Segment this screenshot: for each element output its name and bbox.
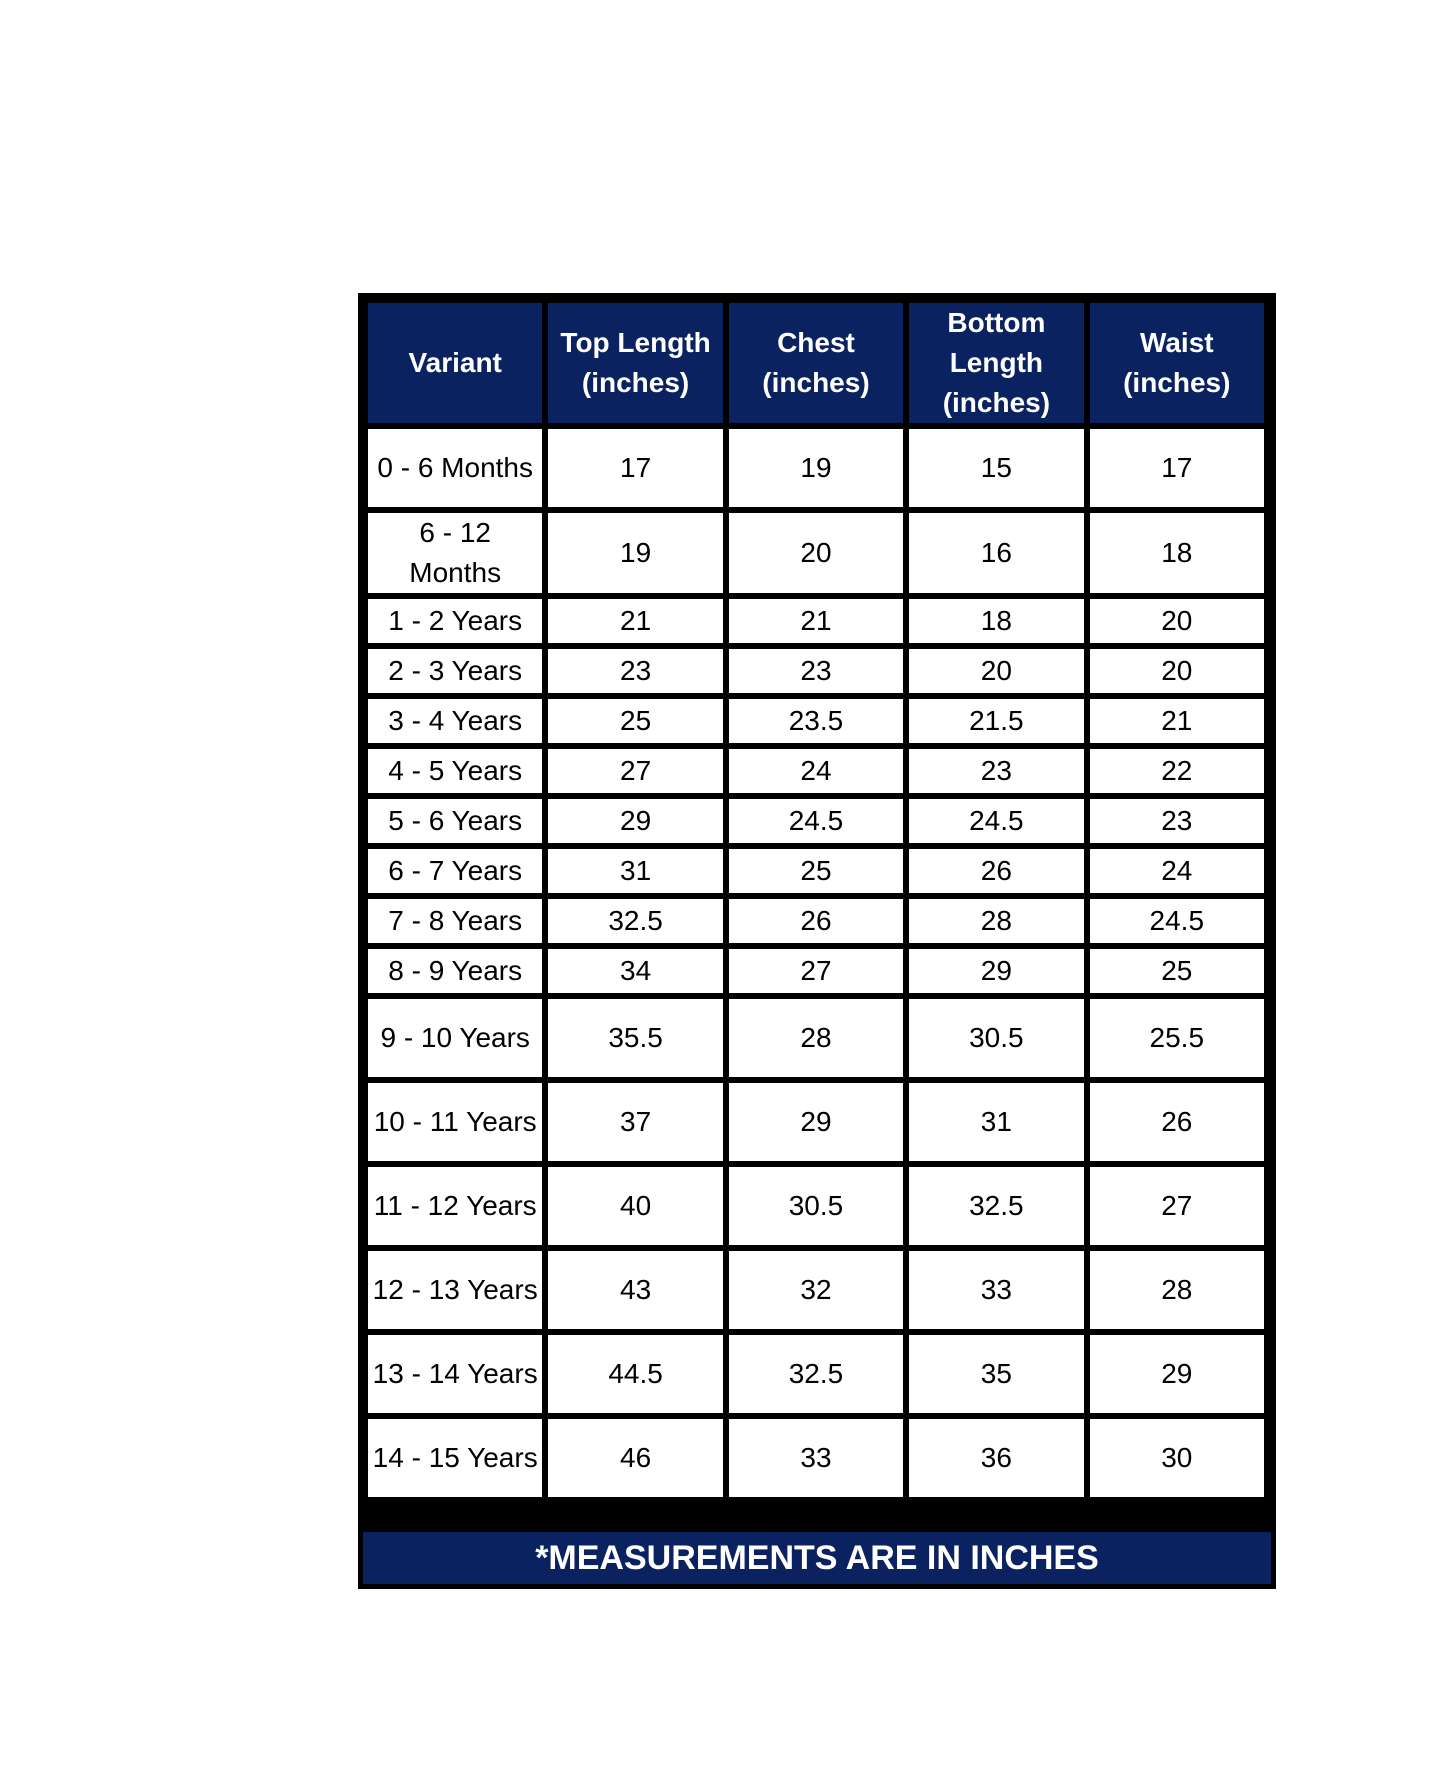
top-length-cell: 17 (548, 429, 722, 507)
top-length-cell: 44.5 (548, 1335, 722, 1413)
chest-cell: 20 (729, 513, 903, 593)
waist-cell: 28 (1090, 1251, 1264, 1329)
waist-cell: 22 (1090, 749, 1264, 793)
variant-cell: 11 - 12 Years (368, 1167, 542, 1245)
bottom-length-cell: 23 (909, 749, 1083, 793)
waist-cell: 25.5 (1090, 999, 1264, 1077)
variant-cell: 8 - 9 Years (368, 949, 542, 993)
header-chest: Chest (inches) (729, 303, 903, 423)
bottom-length-cell: 28 (909, 899, 1083, 943)
variant-cell: 3 - 4 Years (368, 699, 542, 743)
variant-cell: 4 - 5 Years (368, 749, 542, 793)
top-length-cell: 19 (548, 513, 722, 593)
chest-cell: 25 (729, 849, 903, 893)
table-row (368, 899, 1264, 943)
chest-cell: 19 (729, 429, 903, 507)
chest-cell: 23.5 (729, 699, 903, 743)
top-length-cell: 43 (548, 1251, 722, 1329)
bottom-length-cell: 24.5 (909, 799, 1083, 843)
header-top-length: Top Length (inches) (548, 303, 722, 423)
table-row (368, 849, 1264, 893)
top-length-cell: 27 (548, 749, 722, 793)
waist-cell: 18 (1090, 513, 1264, 593)
size-table (362, 297, 1270, 1503)
variant-cell: 6 - 12 Months (368, 513, 542, 593)
chest-cell: 21 (729, 599, 903, 643)
table-row (368, 699, 1264, 743)
waist-cell: 30 (1090, 1419, 1264, 1497)
top-length-cell: 32.5 (548, 899, 722, 943)
table-row (368, 599, 1264, 643)
top-length-cell: 23 (548, 649, 722, 693)
top-length-cell: 40 (548, 1167, 722, 1245)
table-row (368, 999, 1264, 1077)
bottom-length-cell: 36 (909, 1419, 1083, 1497)
variant-cell: 0 - 6 Months (368, 429, 542, 507)
size-chart (358, 293, 1276, 1589)
variant-cell: 12 - 13 Years (368, 1251, 542, 1329)
chest-cell: 24 (729, 749, 903, 793)
measurement-note: *MEASUREMENTS ARE IN INCHES (363, 1532, 1271, 1584)
top-length-cell: 31 (548, 849, 722, 893)
waist-cell: 17 (1090, 429, 1264, 507)
chest-cell: 27 (729, 949, 903, 993)
variant-cell: 10 - 11 Years (368, 1083, 542, 1161)
bottom-length-cell: 18 (909, 599, 1083, 643)
waist-cell: 20 (1090, 649, 1264, 693)
table-row (368, 429, 1264, 507)
table-row (368, 1167, 1264, 1245)
table-row (368, 1251, 1264, 1329)
variant-cell: 1 - 2 Years (368, 599, 542, 643)
bottom-length-cell: 26 (909, 849, 1083, 893)
waist-cell: 23 (1090, 799, 1264, 843)
bottom-length-cell: 35 (909, 1335, 1083, 1413)
table-row (368, 1083, 1264, 1161)
table-row (368, 1335, 1264, 1413)
variant-cell: 13 - 14 Years (368, 1335, 542, 1413)
top-length-cell: 37 (548, 1083, 722, 1161)
chest-cell: 26 (729, 899, 903, 943)
top-length-cell: 29 (548, 799, 722, 843)
chest-cell: 33 (729, 1419, 903, 1497)
header-row (368, 303, 1264, 423)
chest-cell: 30.5 (729, 1167, 903, 1245)
chest-cell: 32 (729, 1251, 903, 1329)
waist-cell: 29 (1090, 1335, 1264, 1413)
table-row (368, 1419, 1264, 1497)
table-row (368, 649, 1264, 693)
waist-cell: 21 (1090, 699, 1264, 743)
chest-cell: 24.5 (729, 799, 903, 843)
variant-cell: 14 - 15 Years (368, 1419, 542, 1497)
bottom-length-cell: 30.5 (909, 999, 1083, 1077)
bottom-length-cell: 31 (909, 1083, 1083, 1161)
chest-cell: 32.5 (729, 1335, 903, 1413)
header-waist: Waist (inches) (1090, 303, 1264, 423)
bottom-length-cell: 21.5 (909, 699, 1083, 743)
waist-cell: 24 (1090, 849, 1264, 893)
variant-cell: 5 - 6 Years (368, 799, 542, 843)
waist-cell: 27 (1090, 1167, 1264, 1245)
bottom-length-cell: 33 (909, 1251, 1083, 1329)
variant-cell: 6 - 7 Years (368, 849, 542, 893)
header-variant: Variant (368, 303, 542, 423)
waist-cell: 26 (1090, 1083, 1264, 1161)
bottom-length-cell: 15 (909, 429, 1083, 507)
bottom-length-cell: 29 (909, 949, 1083, 993)
variant-cell: 9 - 10 Years (368, 999, 542, 1077)
chest-cell: 23 (729, 649, 903, 693)
waist-cell: 24.5 (1090, 899, 1264, 943)
bottom-length-cell: 20 (909, 649, 1083, 693)
top-length-cell: 21 (548, 599, 722, 643)
table-row (368, 949, 1264, 993)
table-row (368, 799, 1264, 843)
header-bottom-length: Bottom Length (inches) (909, 303, 1083, 423)
table-row (368, 513, 1264, 593)
waist-cell: 20 (1090, 599, 1264, 643)
top-length-cell: 35.5 (548, 999, 722, 1077)
top-length-cell: 46 (548, 1419, 722, 1497)
table-row (368, 749, 1264, 793)
chest-cell: 28 (729, 999, 903, 1077)
chest-cell: 29 (729, 1083, 903, 1161)
bottom-length-cell: 16 (909, 513, 1083, 593)
top-length-cell: 25 (548, 699, 722, 743)
top-length-cell: 34 (548, 949, 722, 993)
variant-cell: 2 - 3 Years (368, 649, 542, 693)
variant-cell: 7 - 8 Years (368, 899, 542, 943)
waist-cell: 25 (1090, 949, 1264, 993)
bottom-length-cell: 32.5 (909, 1167, 1083, 1245)
